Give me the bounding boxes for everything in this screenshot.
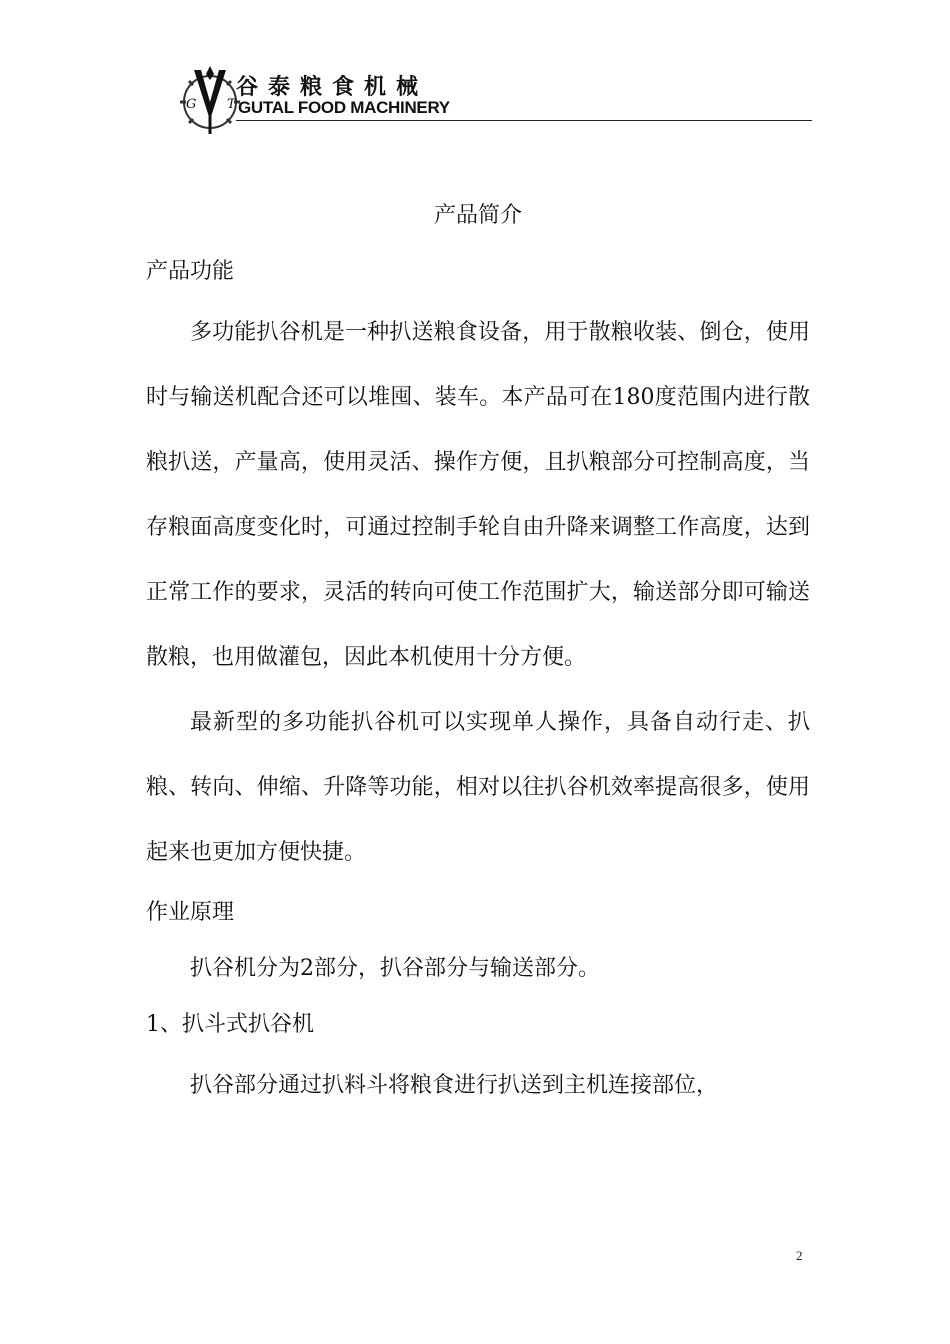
document-title: 产品简介 bbox=[433, 203, 522, 228]
logo-letter-g: G bbox=[186, 97, 197, 112]
paragraph-bucket-type-1: 扒谷部分通过扒料斗将粮食进行扒送到主机连接部位， bbox=[190, 1073, 719, 1098]
document-body bbox=[146, 188, 810, 1118]
section-heading-bucket-type: 1、扒斗式扒谷机 bbox=[146, 1012, 314, 1037]
paragraph-function-1: 多功能扒谷机是一种扒送粮食设备，用于散粮收装、倒仓，使用时与输送机配合还可以堆囤、装车。本产品可在180度范围内进行散粮扒送，产量高，使用灵活、操作方便，且扒粮部分可控制高度，当存粮面高度变化时，可通过控制手轮自由升降来调整工作高度，达到正常工作的要求，灵活的转向可使工作范围扩大，输送部分即可输送散粮，也用做灌包，因此本机使用十分方便。 bbox=[146, 320, 810, 670]
logo-letter-t: T bbox=[227, 97, 236, 112]
page-header bbox=[172, 62, 812, 140]
brand-name-chinese: 谷泰粮食机械 bbox=[236, 75, 429, 100]
paragraph-principle-1: 扒谷机分为2部分，扒谷部分与输送部分。 bbox=[190, 956, 600, 981]
page-number: 2 bbox=[796, 1248, 803, 1263]
header-divider bbox=[236, 120, 812, 121]
section-heading-function: 产品功能 bbox=[146, 259, 235, 284]
section-heading-principle: 作业原理 bbox=[146, 900, 235, 925]
paragraph-function-2: 最新型的多功能扒谷机可以实现单人操作，具备自动行走、扒粮、转向、伸缩、升降等功能，相对以往扒谷机效率提高很多，使用起来也更加方便快捷。 bbox=[146, 710, 810, 865]
brand-name-english: GUTAL FOOD MACHINERY bbox=[238, 98, 450, 117]
